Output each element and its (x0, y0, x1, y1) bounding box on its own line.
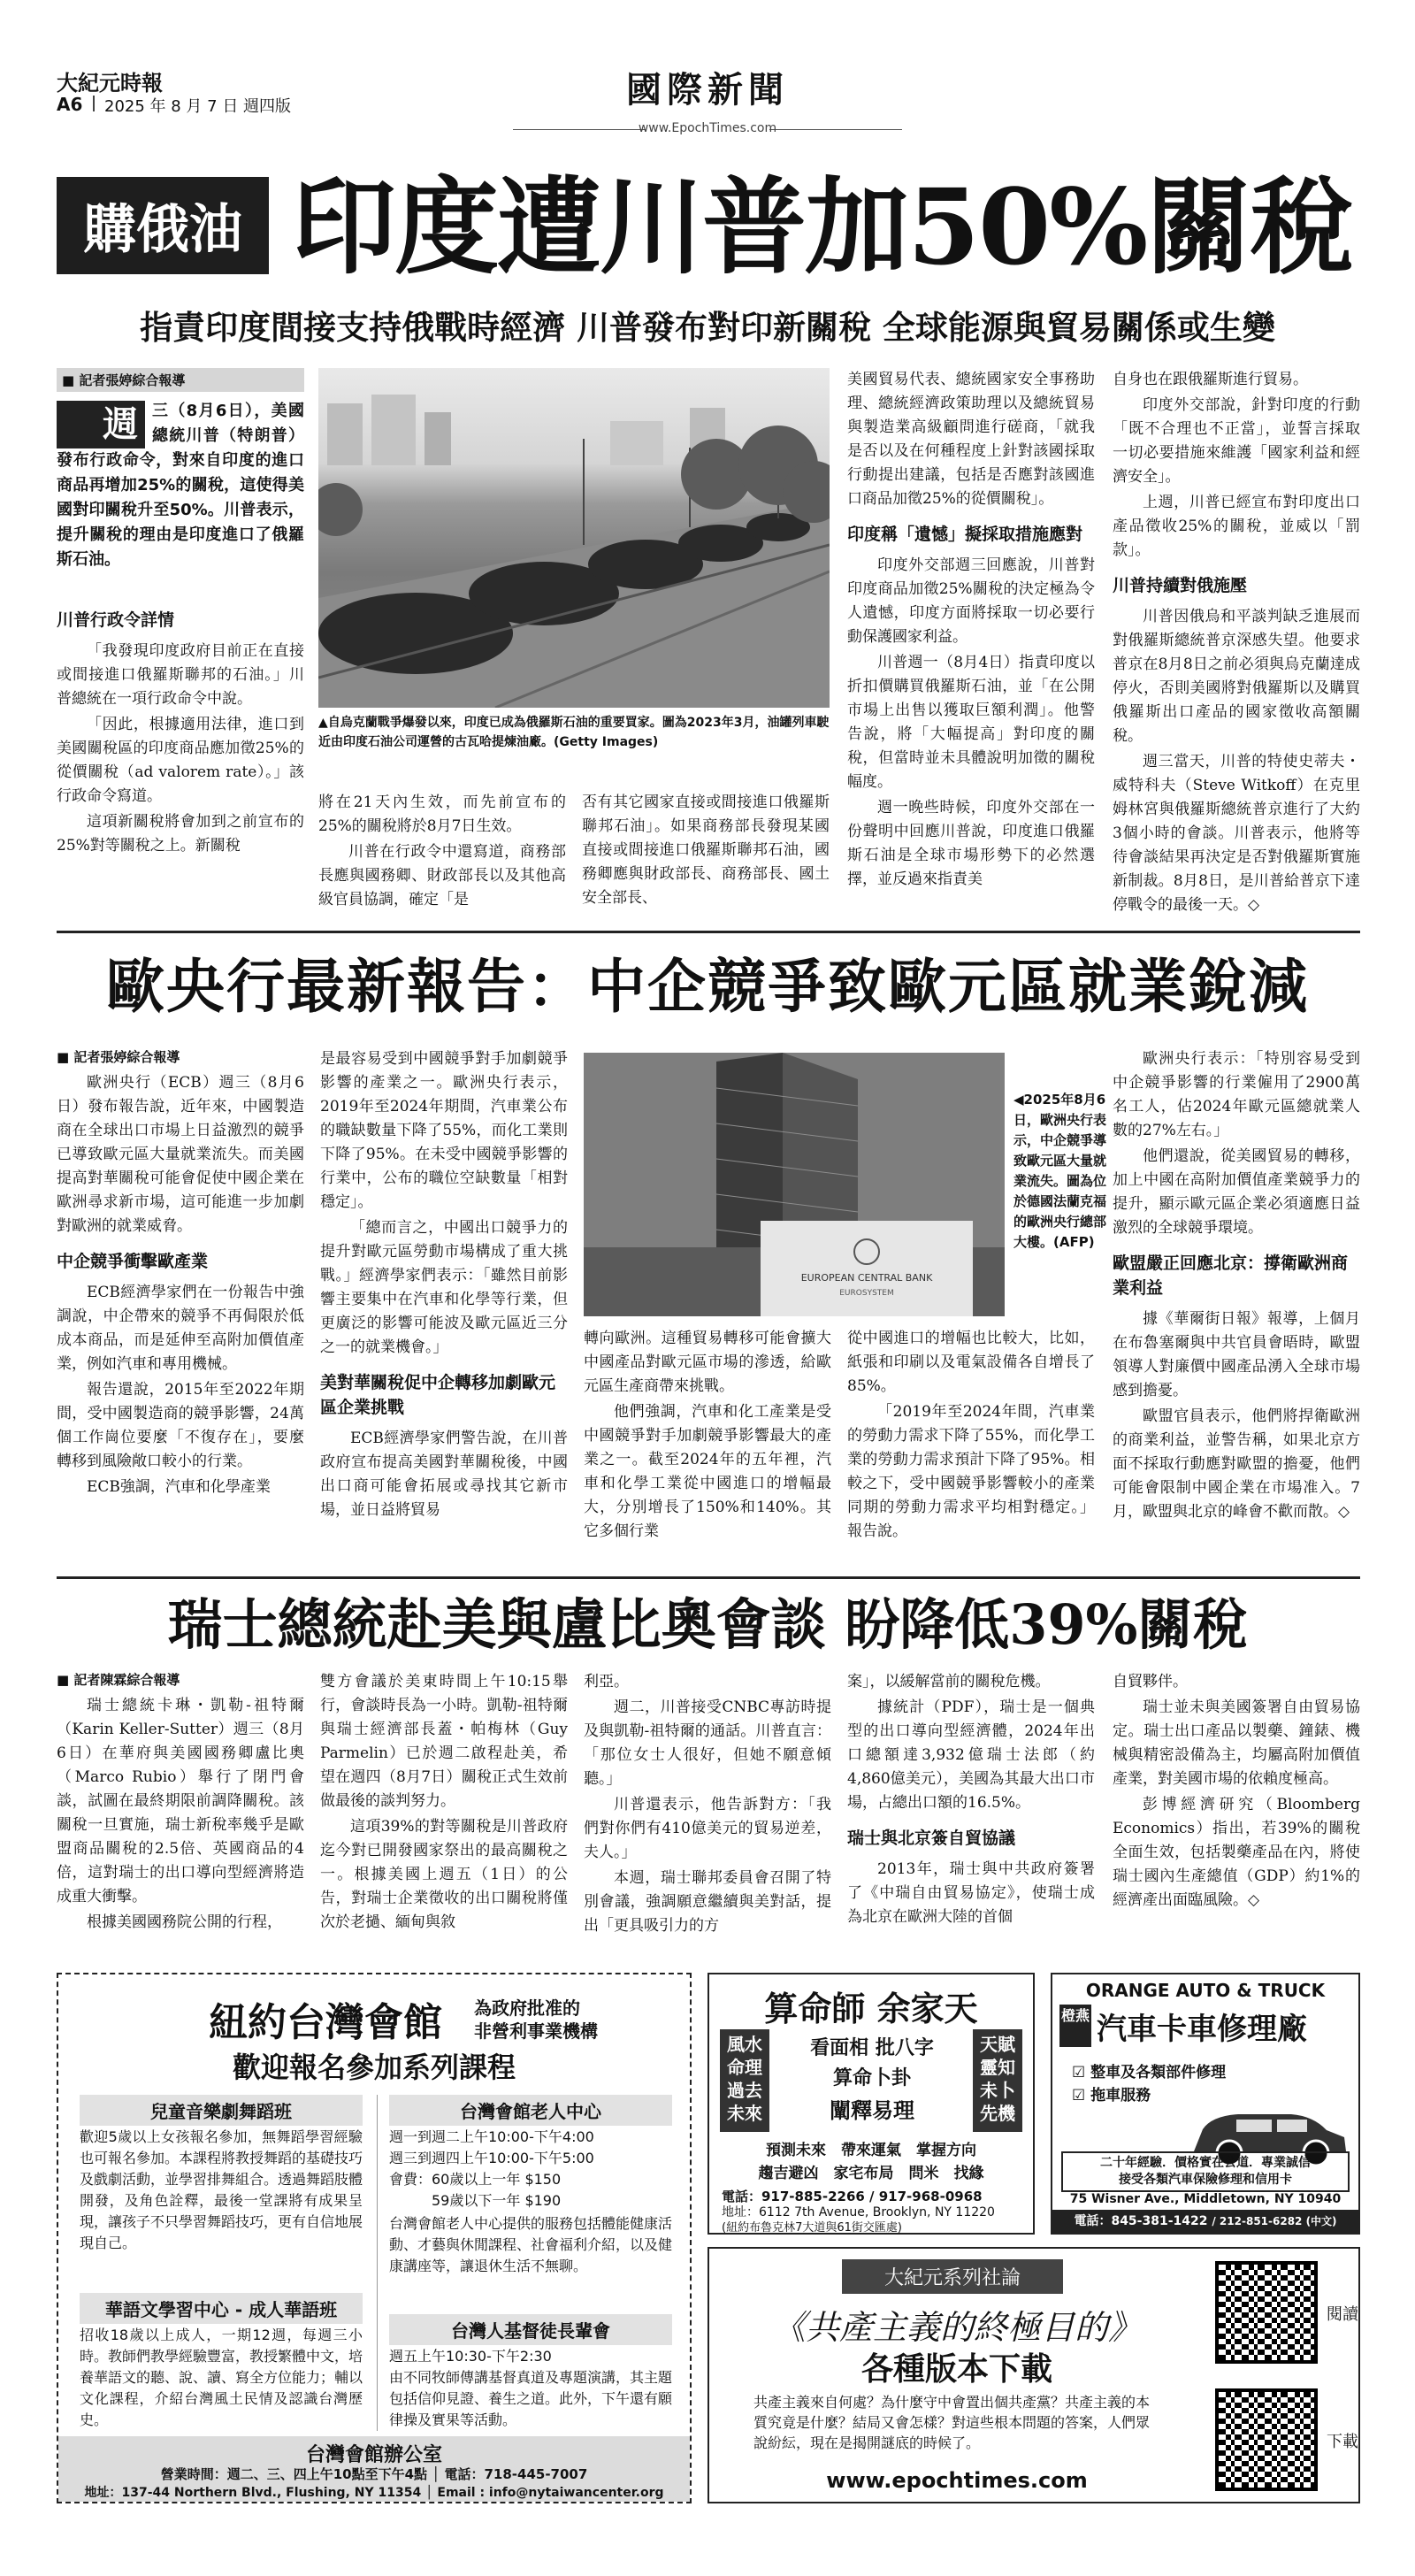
read-qr-code[interactable] (1215, 2261, 1318, 2364)
fortune-m2: 算命卜卦 (832, 2067, 911, 2089)
story2-p8: 轉向歐洲。這種貿易轉移可能會擴大中國產品對歐元區市場的滲透，給歐元區生產商帶來挑戰。 (584, 1330, 831, 1395)
course3-l4: 59歲以下一年 $190 (432, 2192, 562, 2209)
story2-p2: ECB經濟學家們在一份報告中強調說，中企帶來的競爭不再侷限於低成本商品，而是延伸至高附加價值產業，例如汽車和專用機械。 (57, 1284, 304, 1373)
story1-col2 (318, 791, 566, 915)
story3-p8: 本週，瑞士聯邦委員會召開了特別會議，強調願意繼續與美對話，提出「更具吸引力的方 (584, 1869, 831, 1935)
ecb-building-photo (584, 1053, 1005, 1316)
story3-col2 (320, 1670, 568, 1959)
story1-caption: ▲自烏克蘭戰爭爆發以來，印度已成為俄羅斯石油的重要買家。圖為2023年3月，油罐列車駛近由印度石油公司運營的古瓦哈提煉油廠。(Getty Images) (318, 716, 830, 749)
lead-drop-cap: 週 (57, 401, 145, 448)
fortune-phone: 電話：917-885-2266 / 917-968-0968 (722, 2189, 983, 2204)
story3-p12: 自貿夥伴。 (1113, 1673, 1188, 1690)
series-label: 大紀元系列社論 (842, 2259, 1063, 2294)
truck-address (1059, 2151, 1183, 2152)
taiwan-ad-tag1: 為政府批准的 (474, 1997, 580, 2019)
story1-subhead: 指責印度間接支持俄戰時經濟 川普發布對印新關稅 全球能源與貿易關係或生變 (140, 309, 1275, 347)
story1-p14: 川普因俄烏和平談判缺乏進展而對俄羅斯總統普京深感失望。他要求普京在8月8日之前必須與烏克蘭達成停火，否則美國將對俄羅斯以及購買俄羅斯出口產品的國家徵收高額關稅。 (1113, 608, 1360, 745)
truck-check-2: ☑ 拖車服務 (1072, 2087, 1151, 2104)
story3-col5 (1113, 1670, 1360, 1959)
course4-body: 由不同牧師傳講基督真道及專題演講，其主題包括信仰見證、養生之道。此外，下午還有願律操及實果等活動。 (389, 2369, 673, 2428)
story1-p4: 將在21天內生效，而先前宣布的25%的關稅將於8月7日生效。 (318, 794, 566, 835)
story2-p11: 「2019年至2024年間，汽車業的勞動力需求下降了55%，而化學工業的勞動力需求預計下降了95%。相較之下，受中國競爭影響較小的產業同期的勞動力需求平均相對穩定。」報告說。 (847, 1403, 1095, 1540)
story2-col3 (584, 1327, 831, 1560)
truck-phone: 電話：845-381-1422 (1074, 2214, 1208, 2228)
story3-col4 (847, 1670, 1095, 1959)
truck-title: 汽車卡車修理廠 (1097, 2012, 1307, 2047)
story2-p1: 歐洲央行（ECB）週三（8月6日）發布報告說，近年來，中國製造商在全球出口市場上日益激烈的競爭已導致歐元區大量就業流失。而美國提高對華關稅可能會促使中國企業在歐洲尋求新市場，這可能進一步加劇對歐洲的就業威脅。 (57, 1074, 304, 1235)
story3-p1: 瑞士總統卡琳・凱勒-祖特爾（Karin Keller-Sutter）週三（8月6日）在華府與美國國務卿盧比奧（Marco Rubio）舉行了閉門會談，試圖在最終期限前調降關稅。該關稅一旦實施，瑞士新稅率幾乎是歐盟商品關稅的2.5倍、英國商品的4倍，這對瑞士的出口導向型經濟將造成重大衝擊。 (57, 1697, 304, 1905)
story1-p7: 美國貿易代表、總統國家安全事務助理、總統經濟政策助理以及總統貿易與製造業高級顧問進行磋商，「就我是否以及在何種程度上針對該國採取行動提出建議，包括是否應對該國進口商品加徵25%的從價關稅」。 (847, 371, 1095, 508)
page-number: A6 (57, 94, 83, 115)
fortune-m4: 預測未來 帶來運氣 掌握方向 (766, 2142, 976, 2159)
story2-p9: 他們強調，汽車和化工產業是受中國競爭對手加劇競爭影響最大的產業之一。截至2024年的五年裡，汽車和化學工業從中國進口的增幅最大，分別增長了150%和140%。其它多個行業 (584, 1403, 831, 1540)
office-address: 地址：137-44 Northern Blvd., Flushing, NY 11354 │ Email : info@nytaiwancenter.org (84, 2486, 664, 2500)
fortune-teller-ad (708, 1973, 1035, 2235)
section-title: 國際新聞 (626, 69, 789, 111)
story1-p5: 川普在行政令中還寫道，商務部長應與國務卿、財政部長以及其他高級官員協調，確定「是 (318, 843, 566, 908)
story1-col4 (847, 368, 1095, 915)
story2-p14: 據《華爾街日報》報導，上個月在布魯塞爾與中共官員會晤時，歐盟領導人對廉價中國產品湧入全球市場感到擔憂。 (1113, 1310, 1360, 1399)
story1-p13: 上週，川普已經宣布對印度出口產品徵收25%的關稅，並威以「罰款」。 (1113, 494, 1360, 559)
story3-p2: 根據美國國務院公開的行程， (87, 1913, 282, 1931)
issue-date: 2025 年 8 月 7 日 週四版 (104, 97, 292, 116)
course3-body: 台灣會館老人中心提供的服務包括體能健康活動、才藝與休閒課程、社會福利介紹，以及健康講座等，讓退休生活不無聊。 (389, 2215, 673, 2274)
story1-p2: 「因此，根據適用法律，進口到美國關稅區的印度商品應加徵25%的從價關稅（ad valorem rate）。」該行政命令寫道。 (57, 716, 304, 805)
story1-p12: 印度外交部說，針對印度的行動「既不合理也不正當」，並誓言採取一切必要措施來維護「國家利益和經濟安全」。 (1113, 396, 1360, 486)
series-body: 共產主義來自何處？為什麼守中會置出個共產黨？共產主義的本質究竟是什麼？結局又會怎樣？對這些根本問題的答案，人們眾說紛紜，現在是揭開謎底的時候了。 (753, 2394, 1151, 2451)
taiwan-ad-subtitle: 歡迎報名參加系列課程 (232, 2051, 516, 2084)
download-qr-code[interactable] (1215, 2388, 1318, 2491)
story3-p11: 2013年，瑞士與中共政府簽署了《中瑞自由貿易協定》，使瑞士成為北京在歐洲大陸的首個 (847, 1860, 1095, 1926)
ad-column-divider (377, 2095, 378, 2431)
truck-check-1: ☑ 整車及各類部件修理 (1072, 2064, 1227, 2082)
course1-body: 歡迎5歲以上女孩報名參加，無舞蹈學習經驗也可報名參加。本課程將教授舞蹈的基礎技巧及戲劇活動，並學習排舞組合。透過舞蹈肢體開發，及角色詮釋，最後一堂課將有成果呈現，讓孩子不只學習舞蹈技巧，更有自信地展現自己。 (80, 2128, 363, 2251)
story1-col5 (1113, 368, 1360, 915)
taiwan-ad-tag2: 非營利事業機構 (474, 2020, 598, 2042)
fortune-right-box: 天賦靈知未卜先機 (973, 2029, 1022, 2132)
story2-byline: ■ 記者張婷綜合報導 (57, 1049, 180, 1065)
story1-sub1: 川普行政令詳情 (57, 610, 175, 630)
truck-repair-ad (1051, 1973, 1360, 2235)
story2-p4: ECB強調，汽車和化學產業 (87, 1478, 271, 1496)
fortune-m1: 看面相 批八字 (810, 2037, 934, 2059)
story2-p15: 歐盟官員表示，他們將捍衛歐洲的商業利益，並警告稱，如果北京方面不採取行動應對歐盟的擔憂，他們可能會限制中國企業在市場准入。7月，歐盟與北京的峰會不歡而散。◇ (1113, 1407, 1360, 1521)
story2-p12: 歐洲央行表示：「特別容易受到中企競爭影響的行業僱用了2900萬名工人，佔2024年歐元區總就業人數的27%左右。」 (1113, 1050, 1360, 1139)
ecb-sign-text: EUROPEAN CENTRAL BANK (800, 1272, 933, 1284)
story1-p8: 印度外交部週三回應說，川普對印度商品加徵25%關稅的決定極為令人遺憾，印度方面將採取一切必要行動保護國家利益。 (847, 556, 1095, 646)
story1-headline: 印度遭川普加50%關稅 (292, 165, 1352, 288)
download-label: 下載 (1327, 2433, 1358, 2451)
story3-col1 (57, 1670, 304, 1959)
fortune-m5: 趨吉避凶 家宅布局 問米 找緣 (758, 2165, 984, 2182)
story1-p9: 川普週一（8月4日）指責印度以折扣價購買俄羅斯石油，並「在公開市場上出售以獲取巨額利潤」。他警告說，將「大幅提高」對印度的關稅，但當時並未具體說明加徵的關稅幅度。 (847, 654, 1095, 791)
site-url: www.EpochTimes.com (638, 121, 777, 135)
paper-logo: 大紀元時報 (57, 70, 163, 96)
story2-headline: 歐央行最新報告：中企競爭致歐元區就業銳減 (106, 952, 1309, 1021)
fortune-title: 算命師 余家天 (764, 1989, 978, 2028)
course3-title: 台灣會館老人中心 (389, 2095, 672, 2126)
truck-phone-line (1052, 2212, 1358, 2229)
series-url: www.epochtimes.com (826, 2468, 1088, 2493)
fortune-note: (紐約布魯克林7大道與61街交匯處) (722, 2221, 902, 2235)
story2-sub2: 美對華關稅促中企轉移加劇歐元區企業挑戰 (320, 1373, 556, 1417)
course3-l1: 週一到週二上午10:00-下午4:00 (389, 2128, 594, 2145)
story3-col3 (584, 1670, 831, 1959)
story2-sub1: 中企競爭衝擊歐產業 (57, 1252, 209, 1271)
story2-p13: 他們還說，從美國貿易的轉移，加上中國在高附加價值產業競爭力的提升，顯示歐元區企業必須適應日益激烈的全球競爭環境。 (1113, 1147, 1360, 1237)
office-title: 台灣會館辦公室 (305, 2444, 442, 2466)
story3-p13: 瑞士並未與美國簽署自由貿易協定。瑞士出口產品以製藥、鐘錶、機械與精密設備為主，均屬高附加價值產業，對美國市場的依賴度極高。 (1113, 1698, 1360, 1788)
course2-body: 招收18歲以上成人，一期12週，每週三小時。教師們教學經驗豐富，教授繁體中文，培養華語文的聽、說、讀、寫全方位能力；輔以文化課程，介紹台灣風土民情及認識台灣歷史。 (80, 2327, 363, 2428)
taiwan-center-ad (57, 1973, 692, 2503)
story1-byline: ■ 記者張婷綜合報導 (57, 368, 304, 392)
story2-p7: ECB經濟學家們警告說，在川普政府宣布提高美國對華關稅後，中國出口商可能會拓展或尋找其它新市場，並日益將貿易 (320, 1430, 568, 1519)
course3-l2: 週三到週四上午10:00-下午5:00 (389, 2150, 594, 2166)
course4-title: 台灣人基督徒長輩會 (389, 2314, 672, 2345)
story2-col5 (1113, 1047, 1360, 1560)
office-hours: 營業時間：週二、三、四上午10點至下午4點 │ 電話：718-445-7007 (160, 2466, 588, 2482)
story2-col4 (847, 1327, 1095, 1560)
story1-sub3: 川普持續對俄施壓 (1113, 576, 1248, 595)
story1-lead (57, 399, 304, 572)
story2-sub3: 歐盟嚴正回應北京：撐衛歐洲商業利益 (1113, 1254, 1349, 1298)
divider-1 (57, 931, 1360, 933)
read-label: 閱讀 (1327, 2305, 1358, 2324)
story3-p5: 利亞。 (584, 1673, 629, 1690)
truck-en-name: ORANGE AUTO & TRUCK (1085, 1980, 1326, 2001)
fortune-address: 地址：6112 7th Avenue, Brooklyn, NY 11220 (722, 2205, 995, 2220)
series-title-1: 《共產主義的終極目的》 (771, 2308, 1142, 2347)
story1-p1: 「我發現印度政府目前正在直接或間接進口俄羅斯聯邦的石油。」川普總統在一項行政命令中說。 (57, 642, 304, 708)
taiwan-ad-title: 紐約台灣會館 (209, 2000, 442, 2045)
truck-address-visible: 75 Wisner Ave., Middletown, NY 10940 (1052, 2192, 1358, 2206)
truck-exp-1: 二十年經驗．價格實在公道．專業誠信 (1100, 2156, 1311, 2170)
story3-p9: 案」，以緩解當前的關稅危機。 (847, 1673, 1051, 1690)
truck-phone-2: / 212-851-6282 (中文) (1212, 2215, 1337, 2227)
story3-sub1: 瑞士與北京簽自貿協議 (847, 1828, 1016, 1848)
story3-byline: ■ 記者陳霖綜合報導 (57, 1672, 180, 1688)
series-title-2: 各種版本下載 (860, 2350, 1052, 2388)
story1-lead-text: 三（8月6日），美國總統川普（特朗普）發布行政命令，對來自印度的進口商品再增加25%的關稅，這使得美國對印關稅升至50%。川普表示，提升關稅的理由是印度進口了俄羅斯石油。 (57, 402, 304, 569)
story2-p5: 是最容易受到中國競爭對手加劇競爭影響的產業之一。歐洲央行表示，2019年至2024年期間，汽車業公布的職缺數量下降了55%，而化工業則下降了95%。在未受中國競爭影響的行業中，公布的職位空缺數量「相對穩定」。 (320, 1050, 568, 1211)
story1-p15: 週三當天，川普的特使史蒂夫・威特科夫（Steve Witkoff）在克里姆林宮與俄羅斯總統普京進行了大約3個小時的會談。川普表示，他將等待會談結果再決定是否對俄羅斯實施新制裁。8月8日，是川普給普京下達停戰令的最後一天。◇ (1113, 753, 1360, 914)
course2-title: 華語文學習中心 - 成人華語班 (80, 2293, 363, 2324)
truck-exp-box (1061, 2151, 1350, 2192)
story3-p7: 川普還表示，他告訴對方：「我們對你們有410億美元的貿易逆差，夫人。」 (584, 1796, 831, 1861)
story3-p4: 這項39%的對等關稅是川普政府迄今對已開發國家祭出的最高關稅之一。根據美國上週五（1日）的公告，對瑞士企業徵收的出口關稅將僅次於老撾、緬甸與敘 (320, 1818, 568, 1931)
truck-exp-2: 接受各類汽車保險修理和信用卡 (1119, 2173, 1292, 2187)
story3-p3: 雙方會議於美東時間上午10:15舉行，會談時長為一小時。凱勒-祖特爾與瑞士經濟部長蓋・帕梅林（Guy Parmelin）已於週二啟程赴美，希望在週四（8月7日）關稅正式生效前做最後的談判努力。 (320, 1673, 568, 1810)
india-oil-train-photo (318, 368, 830, 708)
ecb-tower-illustration (584, 1053, 1005, 1316)
course4-l1: 週五上午10:30-下午2:30 (389, 2348, 552, 2365)
story2-p6: 「總而言之，中國出口競爭力的提升對歐元區勞動市場構成了重大挑戰。」經濟學家們表示：「雖然目前影響主要集中在汽車和化學等行業，但更廣泛的影響可能波及歐元區近三分之一的就業機會。」 (320, 1219, 568, 1356)
ecb-sign-subtext: EUROSYSTEM (839, 1289, 894, 1298)
story1-p11: 自身也在跟俄羅斯進行貿易。 (1113, 371, 1308, 388)
story2-p10: 從中國進口的增幅也比較大，比如，紙張和印刷以及電氣設備各自增長了85%。 (847, 1330, 1095, 1395)
story3-p14: 彭博經濟研究（Bloomberg Economics）指出，若39%的關稅全面生效，包括製藥產品在內，將使瑞士國內生產總值（GDP）約1%的經濟產出面臨風險。◇ (1113, 1796, 1360, 1909)
oil-train-illustration (318, 368, 830, 708)
divider-2 (57, 1576, 1360, 1579)
kicker-box: 購俄油 (57, 177, 269, 274)
story2-col2 (320, 1047, 568, 1560)
truck-bullet-2: 拖車服務 (1090, 2087, 1151, 2104)
story1-col3 (582, 791, 830, 915)
story2-col1 (57, 1047, 304, 1560)
story1-p10: 週一晚些時候，印度外交部在一份聲明中回應川普說，印度進口俄羅斯石油是全球市場形勢下的必然選擇，並反過來指責美 (847, 799, 1095, 888)
story2-caption: ◀2025年8月6日，歐洲央行表示，中企競爭導致歐元區大量就業流失。圖為位於德國法蘭克福的歐洲央行總部大樓。(AFP) (1013, 1092, 1107, 1250)
truck-brand-box: 橙燕 (1059, 2005, 1091, 2047)
story1-col1 (57, 368, 304, 915)
series-editorial-ad (708, 2247, 1360, 2503)
course1-title: 兒童音樂劇舞蹈班 (80, 2095, 363, 2126)
course3-l3: 會費：60歲以上一年 $150 (389, 2171, 562, 2188)
fortune-left-box: 風水命理過去未來 (720, 2029, 769, 2132)
story3-p6: 週二，川普接受CNBC專訪時提及與凱勒-祖特爾的通話。川普直言：「那位女士人很好，但她不願意傾聽。」 (584, 1698, 831, 1788)
story1-sub2: 印度稱「遺憾」擬採取措施應對 (847, 525, 1083, 544)
story3-headline: 瑞士總統赴美與盧比奧會談 盼降低39%關稅 (167, 1592, 1248, 1657)
story3-p10: 據統計（PDF），瑞士是一個典型的出口導向型經濟體，2024年出口總額達3,932億瑞士法郎（約4,860億美元），美國為其最大出口市場，占總出口額的16.5%。 (847, 1698, 1095, 1812)
story1-p6: 否有其它國家直接或間接進口俄羅斯聯邦石油」。如果商務部長發現某國直接或間接進口俄羅斯聯邦石油，國務卿應與財政部長、商務部長、國土安全部長、 (582, 794, 830, 907)
story2-p3: 報告還說，2015年至2022年期間，受中國製造商的競爭影響，24萬個工作崗位要麼「不復存在」，要麼轉移到風險敞口較小的行業。 (57, 1381, 304, 1470)
fortune-m3: 闡釋易理 (830, 2098, 914, 2123)
story1-p3: 這項新關稅將會加到之前宣布的25%對等關稅之上。新關稅 (57, 813, 304, 855)
truck-bullet-1: 整車及各類部件修理 (1090, 2064, 1227, 2082)
